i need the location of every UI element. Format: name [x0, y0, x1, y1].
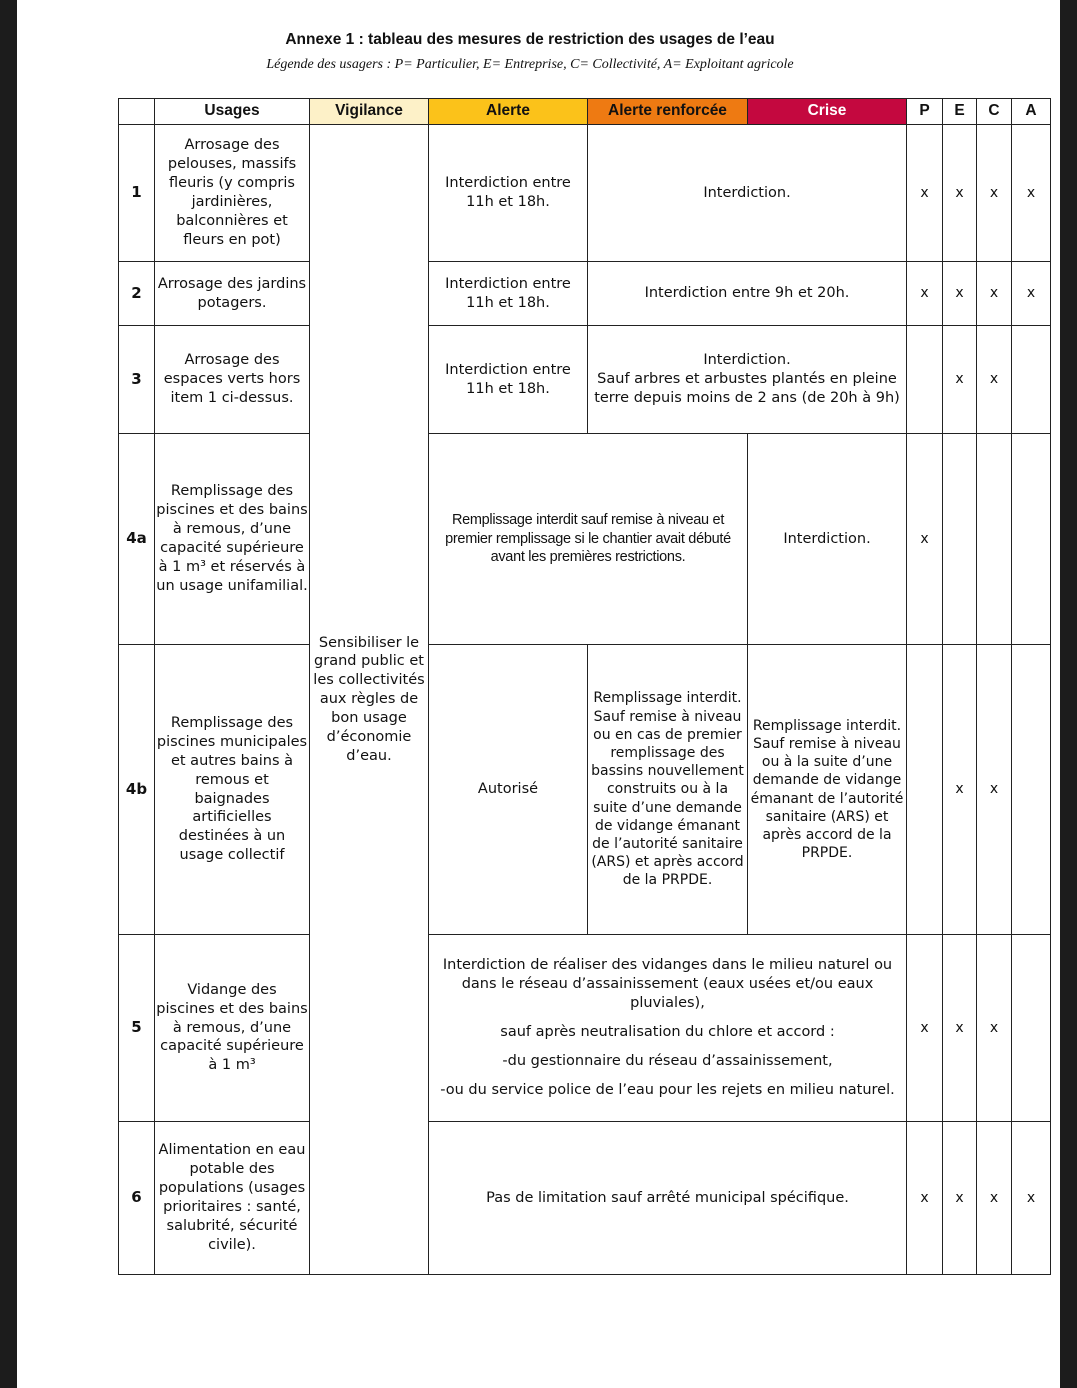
renforcee-crise-cell [588, 326, 907, 434]
e-mark: x [943, 645, 977, 935]
table-row [119, 262, 1051, 326]
header-alerte: Alerte [429, 99, 588, 125]
table-row [119, 125, 1051, 262]
p-mark [907, 326, 943, 434]
measure-title: Interdiction. [703, 352, 791, 369]
a-mark: x [1012, 1122, 1051, 1275]
row-number: 1 [119, 125, 155, 262]
c-mark: x [977, 645, 1012, 935]
row-number: 4a [119, 434, 155, 645]
restriction-table [118, 98, 1051, 1275]
a-mark: x [1012, 125, 1051, 262]
measure-line: Interdiction de réaliser des vidanges dans le milieu naturel ou dans le réseau d’assainissement (eaux usées et/ou eaux pluviales), [442, 957, 893, 1012]
c-mark: x [977, 935, 1012, 1122]
usage-cell: Alimentation en eau potable des populations (usages prioritaires : santé, salubrité, sécurité civile). [155, 1122, 310, 1275]
table-row [119, 434, 1051, 645]
usage-cell: Remplissage des piscines et des bains à remous, d’une capacité supérieure à 1 m³ et réservés à un usage unifamilial. [155, 434, 310, 645]
usage-cell: Arrosage des espaces verts hors item 1 ci-dessus. [155, 326, 310, 434]
table-row [119, 1122, 1051, 1275]
alerte-cell: Interdiction entre 11h et 18h. [429, 125, 588, 262]
c-mark: x [977, 125, 1012, 262]
measure-detail: Sauf arbres et arbustes plantés en pleine terre depuis moins de 2 ans (de 20h à 9h) [594, 371, 900, 406]
alerte-cell: Autorisé [429, 645, 588, 935]
table-row [119, 326, 1051, 434]
measure-line: sauf après neutralisation du chlore et accord : [500, 1024, 835, 1040]
alerte-cell: Interdiction entre 11h et 18h. [429, 262, 588, 326]
crise-cell: Remplissage interdit. Sauf remise à niveau ou à la suite d’une demande de vidange émanant de l’autorité sanitaire (ARS) et après accord de la PRPDE. [748, 645, 907, 935]
header-a: A [1012, 99, 1051, 125]
header-p: P [907, 99, 943, 125]
e-mark: x [943, 326, 977, 434]
vigilance-cell: Sensibiliser le grand public et les collectivités aux règles de bon usage d’économie d’eau. [310, 125, 429, 1275]
crise-cell: Interdiction. [748, 434, 907, 645]
alerte-cell: Interdiction entre 11h et 18h. [429, 326, 588, 434]
p-mark: x [907, 1122, 943, 1275]
row-number: 2 [119, 262, 155, 326]
c-mark: x [977, 326, 1012, 434]
measure-line: -du gestionnaire du réseau d’assainissement, [502, 1052, 833, 1069]
renforcee-crise-cell: Interdiction entre 9h et 20h. [588, 262, 907, 326]
usage-cell: Arrosage des jardins potagers. [155, 262, 310, 326]
header-c: C [977, 99, 1012, 125]
usage-cell: Remplissage des piscines municipales et autres bains à remous et baignades artificielles destinées à un usage collectif [155, 645, 310, 935]
c-mark: x [977, 262, 1012, 326]
a-mark [1012, 326, 1051, 434]
e-mark: x [943, 1122, 977, 1275]
header-usages: Usages [155, 99, 310, 125]
e-mark: x [943, 262, 977, 326]
p-mark: x [907, 935, 943, 1122]
measure-cell: Pas de limitation sauf arrêté municipal spécifique. [429, 1122, 907, 1275]
p-mark [907, 645, 943, 935]
measure-line: -ou du service police de l’eau pour les rejets en milieu naturel. [440, 1081, 895, 1098]
p-mark: x [907, 125, 943, 262]
header-alerte-renforcee: Alerte renforcée [588, 99, 748, 125]
row-number: 4b [119, 645, 155, 935]
header-row [119, 99, 1051, 125]
p-mark: x [907, 434, 943, 645]
e-mark [943, 434, 977, 645]
a-mark [1012, 935, 1051, 1122]
header-crise: Crise [748, 99, 907, 125]
alerte-renforcee-cell: Remplissage interdit sauf remise à niveau et premier remplissage si le chantier avait débuté avant les premières restrictions. [429, 434, 748, 645]
row-number: 6 [119, 1122, 155, 1275]
header-e: E [943, 99, 977, 125]
c-mark [977, 434, 1012, 645]
table-row [119, 645, 1051, 935]
table-row [119, 935, 1051, 1122]
header-num [119, 99, 155, 125]
renforcee-crise-cell: Interdiction. [588, 125, 907, 262]
legend-text: Légende des usagers : P= Particulier, E= Entreprise, C= Collectivité, A= Exploitant agricole [266, 57, 794, 72]
measure-cell [429, 935, 907, 1122]
usage-cell: Vidange des piscines et des bains à remous, d’une capacité supérieure à 1 m³ [155, 935, 310, 1122]
usage-cell: Arrosage des pelouses, massifs fleuris (y compris jardinières, balconnières et fleurs en pot) [155, 125, 310, 262]
e-mark: x [943, 935, 977, 1122]
header-vigilance: Vigilance [310, 99, 429, 125]
a-mark: x [1012, 262, 1051, 326]
p-mark: x [907, 262, 943, 326]
a-mark [1012, 645, 1051, 935]
page-title: Annexe 1 : tableau des mesures de restriction des usages de l’eau [285, 31, 775, 48]
c-mark: x [977, 1122, 1012, 1275]
e-mark: x [943, 125, 977, 262]
a-mark [1012, 434, 1051, 645]
row-number: 3 [119, 326, 155, 434]
row-number: 5 [119, 935, 155, 1122]
alerte-renforcee-cell: Remplissage interdit. Sauf remise à niveau ou en cas de premier remplissage des bassins nouvellement construits ou à la suite d’une demande de vidange émanant de l’autorité sanitaire (ARS) et après accord de la PRPDE. [588, 645, 748, 935]
